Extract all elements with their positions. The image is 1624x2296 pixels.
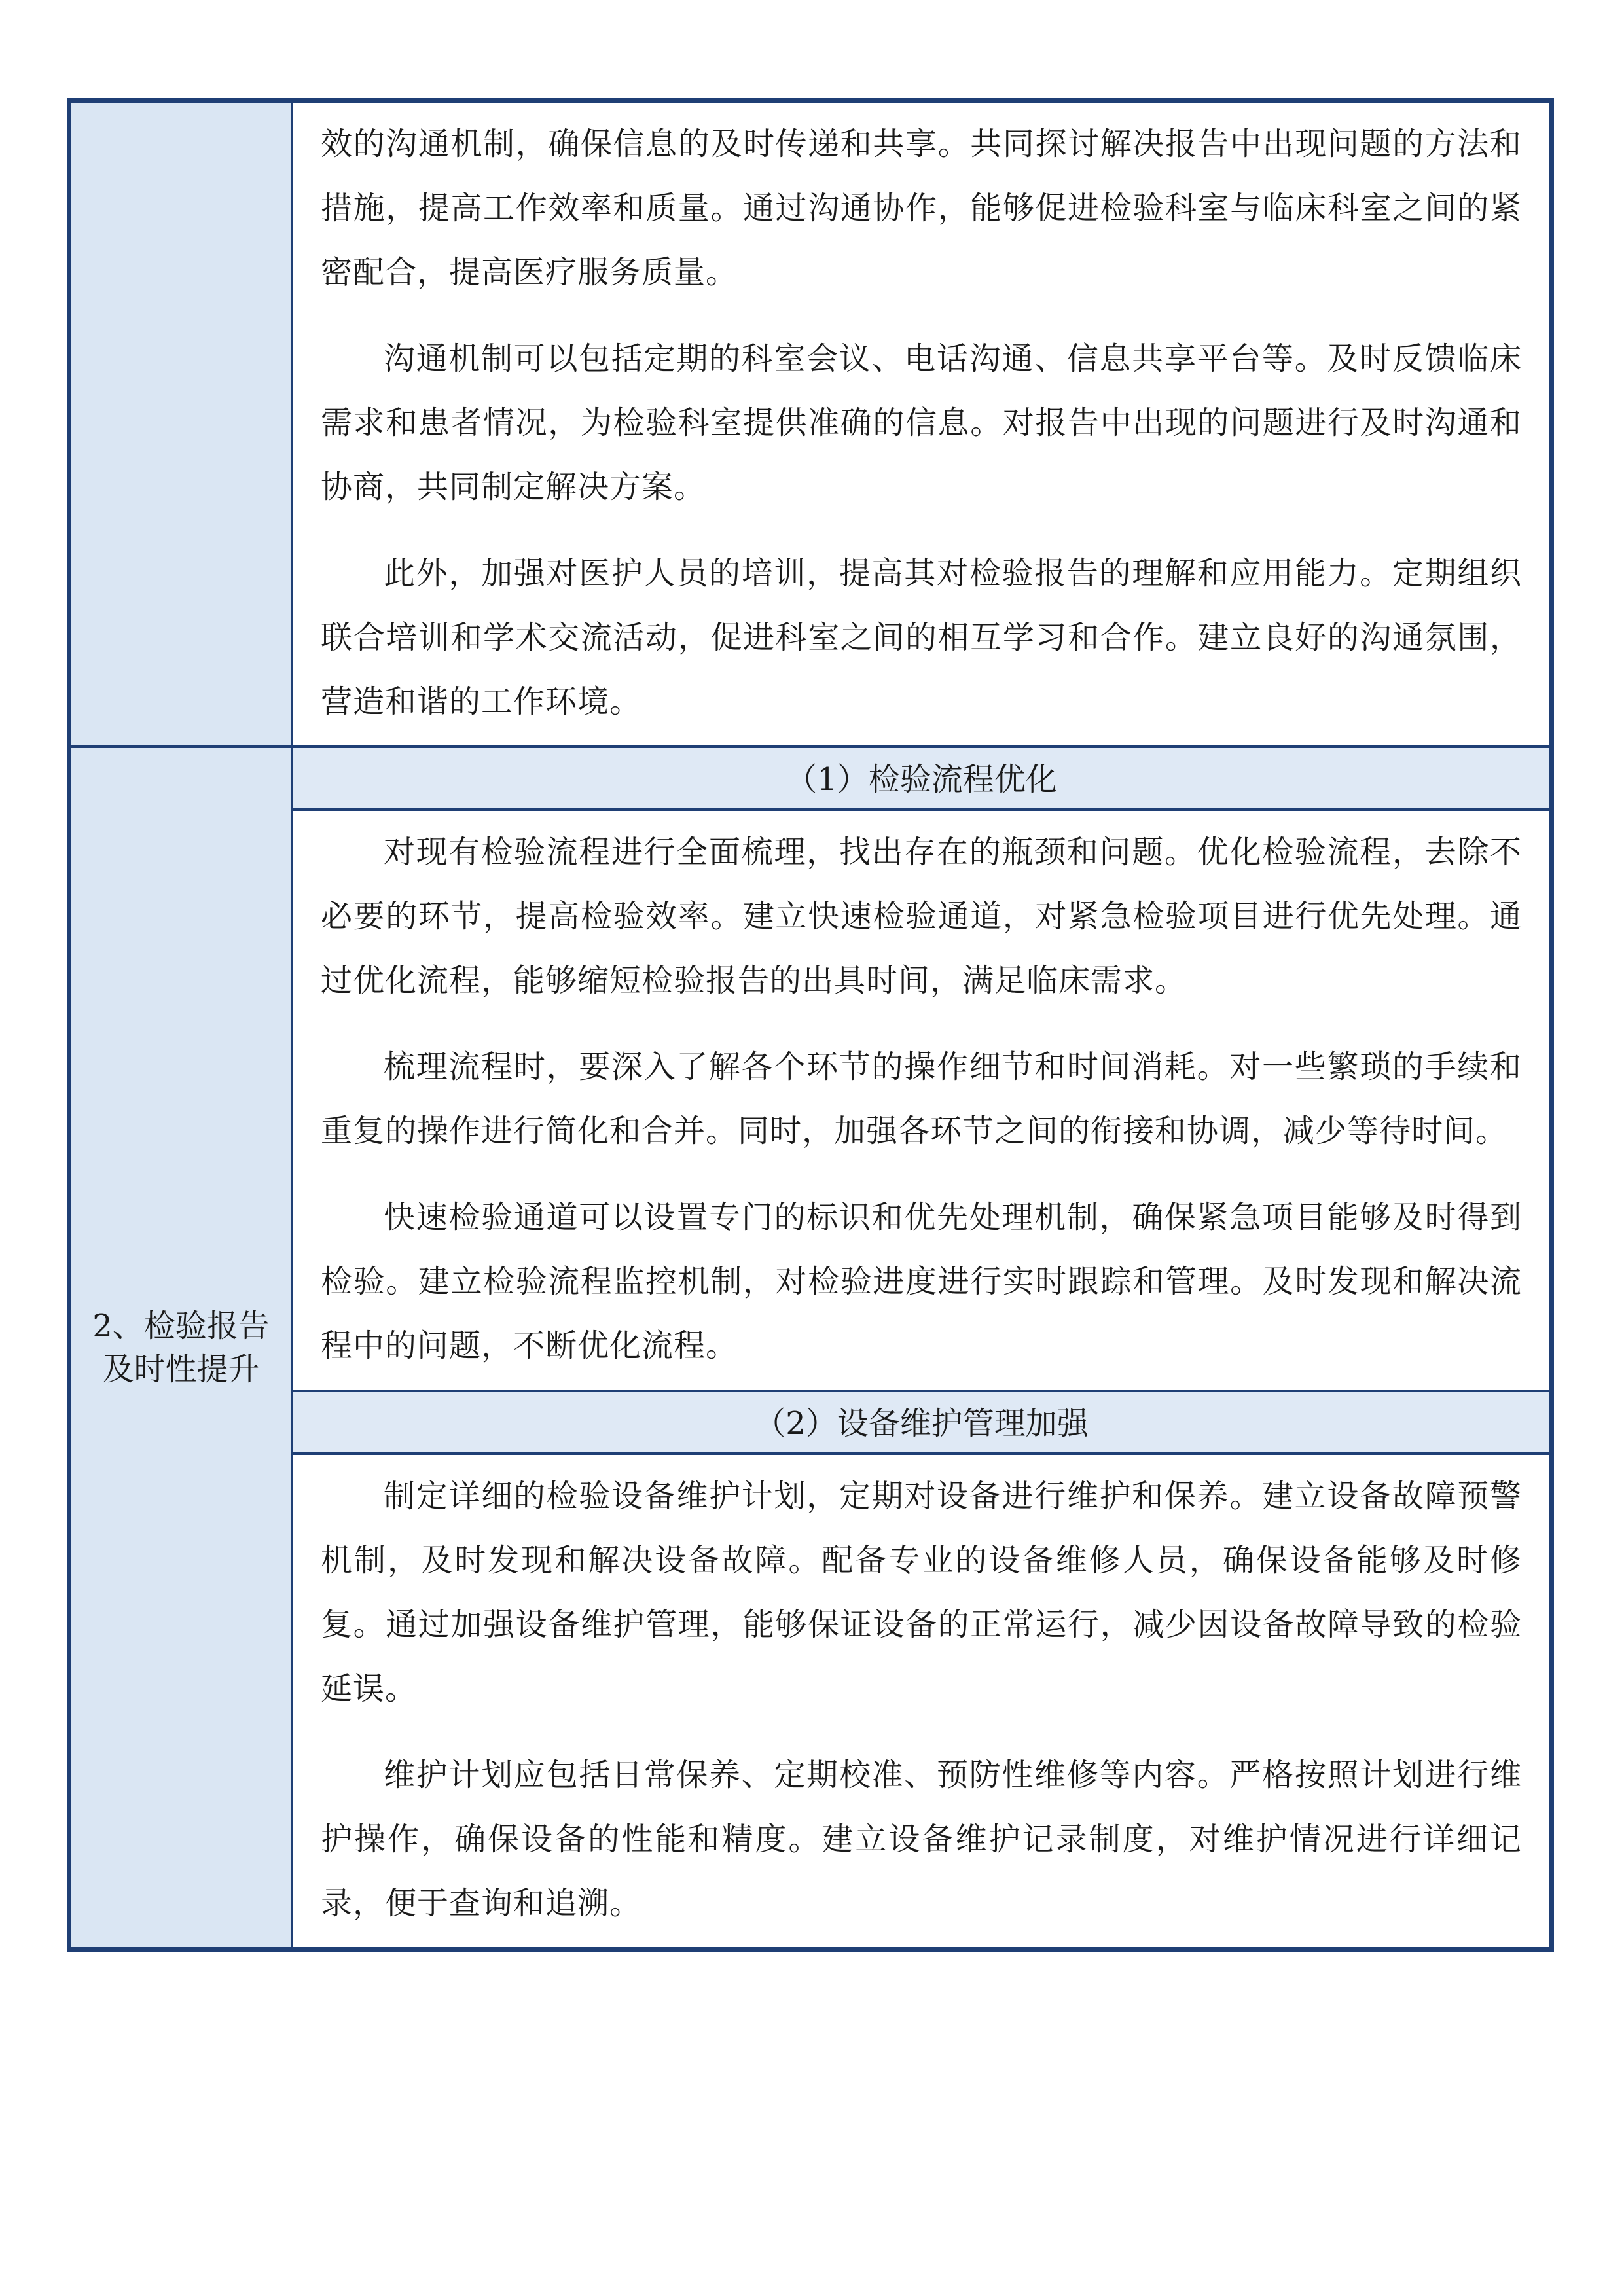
paragraph: 快速检验通道可以设置专门的标识和优先处理机制，确保紧急项目能够及时得到检验。建立检验流程监控机制，对检验进度进行实时跟踪和管理。及时发现和解决流程中的问题，不断优化流程。 [321,1199,1522,1364]
row-label: 2、检验报告及时性提升 [69,747,293,1950]
content-table [67,98,1554,1952]
body-cell-communication [292,101,1552,747]
paragraph: 对现有检验流程进行全面梳理，找出存在的瓶颈和问题。优化检验流程，去除不必要的环节，提高检验效率。建立快速检验通道，对紧急检验项目进行优先处理。通过优化流程，能够缩短检验报告的出具时间，满足临床需求。 [321,834,1522,999]
paragraph: 效的沟通机制，确保信息的及时传递和共享。共同探讨解决报告中出现问题的方法和措施，提高工作效率和质量。通过沟通协作，能够促进检验科室与临床科室之间的紧密配合，提高医疗服务质量。 [321,126,1522,291]
paragraph: 制定详细的检验设备维护计划，定期对设备进行维护和保养。建立设备故障预警机制，及时发现和解决设备故障。配备专业的设备维修人员，确保设备能够及时修复。通过加强设备维护管理，能够保证设备的正常运行，减少因设备故障导致的检验延误。 [321,1478,1522,1707]
table-row-section1-body [69,810,1552,1391]
paragraph: 沟通机制可以包括定期的科室会议、电话沟通、信息共享平台等。及时反馈临床需求和患者情况，为检验科室提供准确的信息。对报告中出现的问题进行及时沟通和协商，共同制定解决方案。 [321,340,1522,505]
body-cell-equipment-maintenance [292,1454,1552,1950]
table-row-section2-body [69,1454,1552,1950]
paragraph: 维护计划应包括日常保养、定期校准、预防性维修等内容。严格按照计划进行维护操作，确保设备的性能和精度。建立设备维护记录制度，对维护情况进行详细记录，便于查询和追溯。 [321,1757,1522,1922]
paragraph: 此外，加强对医护人员的培训，提高其对检验报告的理解和应用能力。定期组织联合培训和学术交流活动，促进科室之间的相互学习和合作。建立良好的沟通氛围，营造和谐的工作环境。 [321,555,1522,720]
section-title-equipment-maintenance: （2）设备维护管理加强 [292,1391,1552,1454]
paragraph: 梳理流程时，要深入了解各个环节的操作细节和时间消耗。对一些繁琐的手续和重复的操作进行简化和合并。同时，加强各环节之间的衔接和协调，减少等待时间。 [321,1049,1522,1149]
table-row-section1-header [69,747,1552,810]
left-label-cell-empty [69,101,293,747]
body-cell-process-optimization [292,810,1552,1391]
table-row-section2-header [69,1391,1552,1454]
table-row-continued [69,101,1552,747]
section-title-process-optimization: （1）检验流程优化 [292,747,1552,810]
